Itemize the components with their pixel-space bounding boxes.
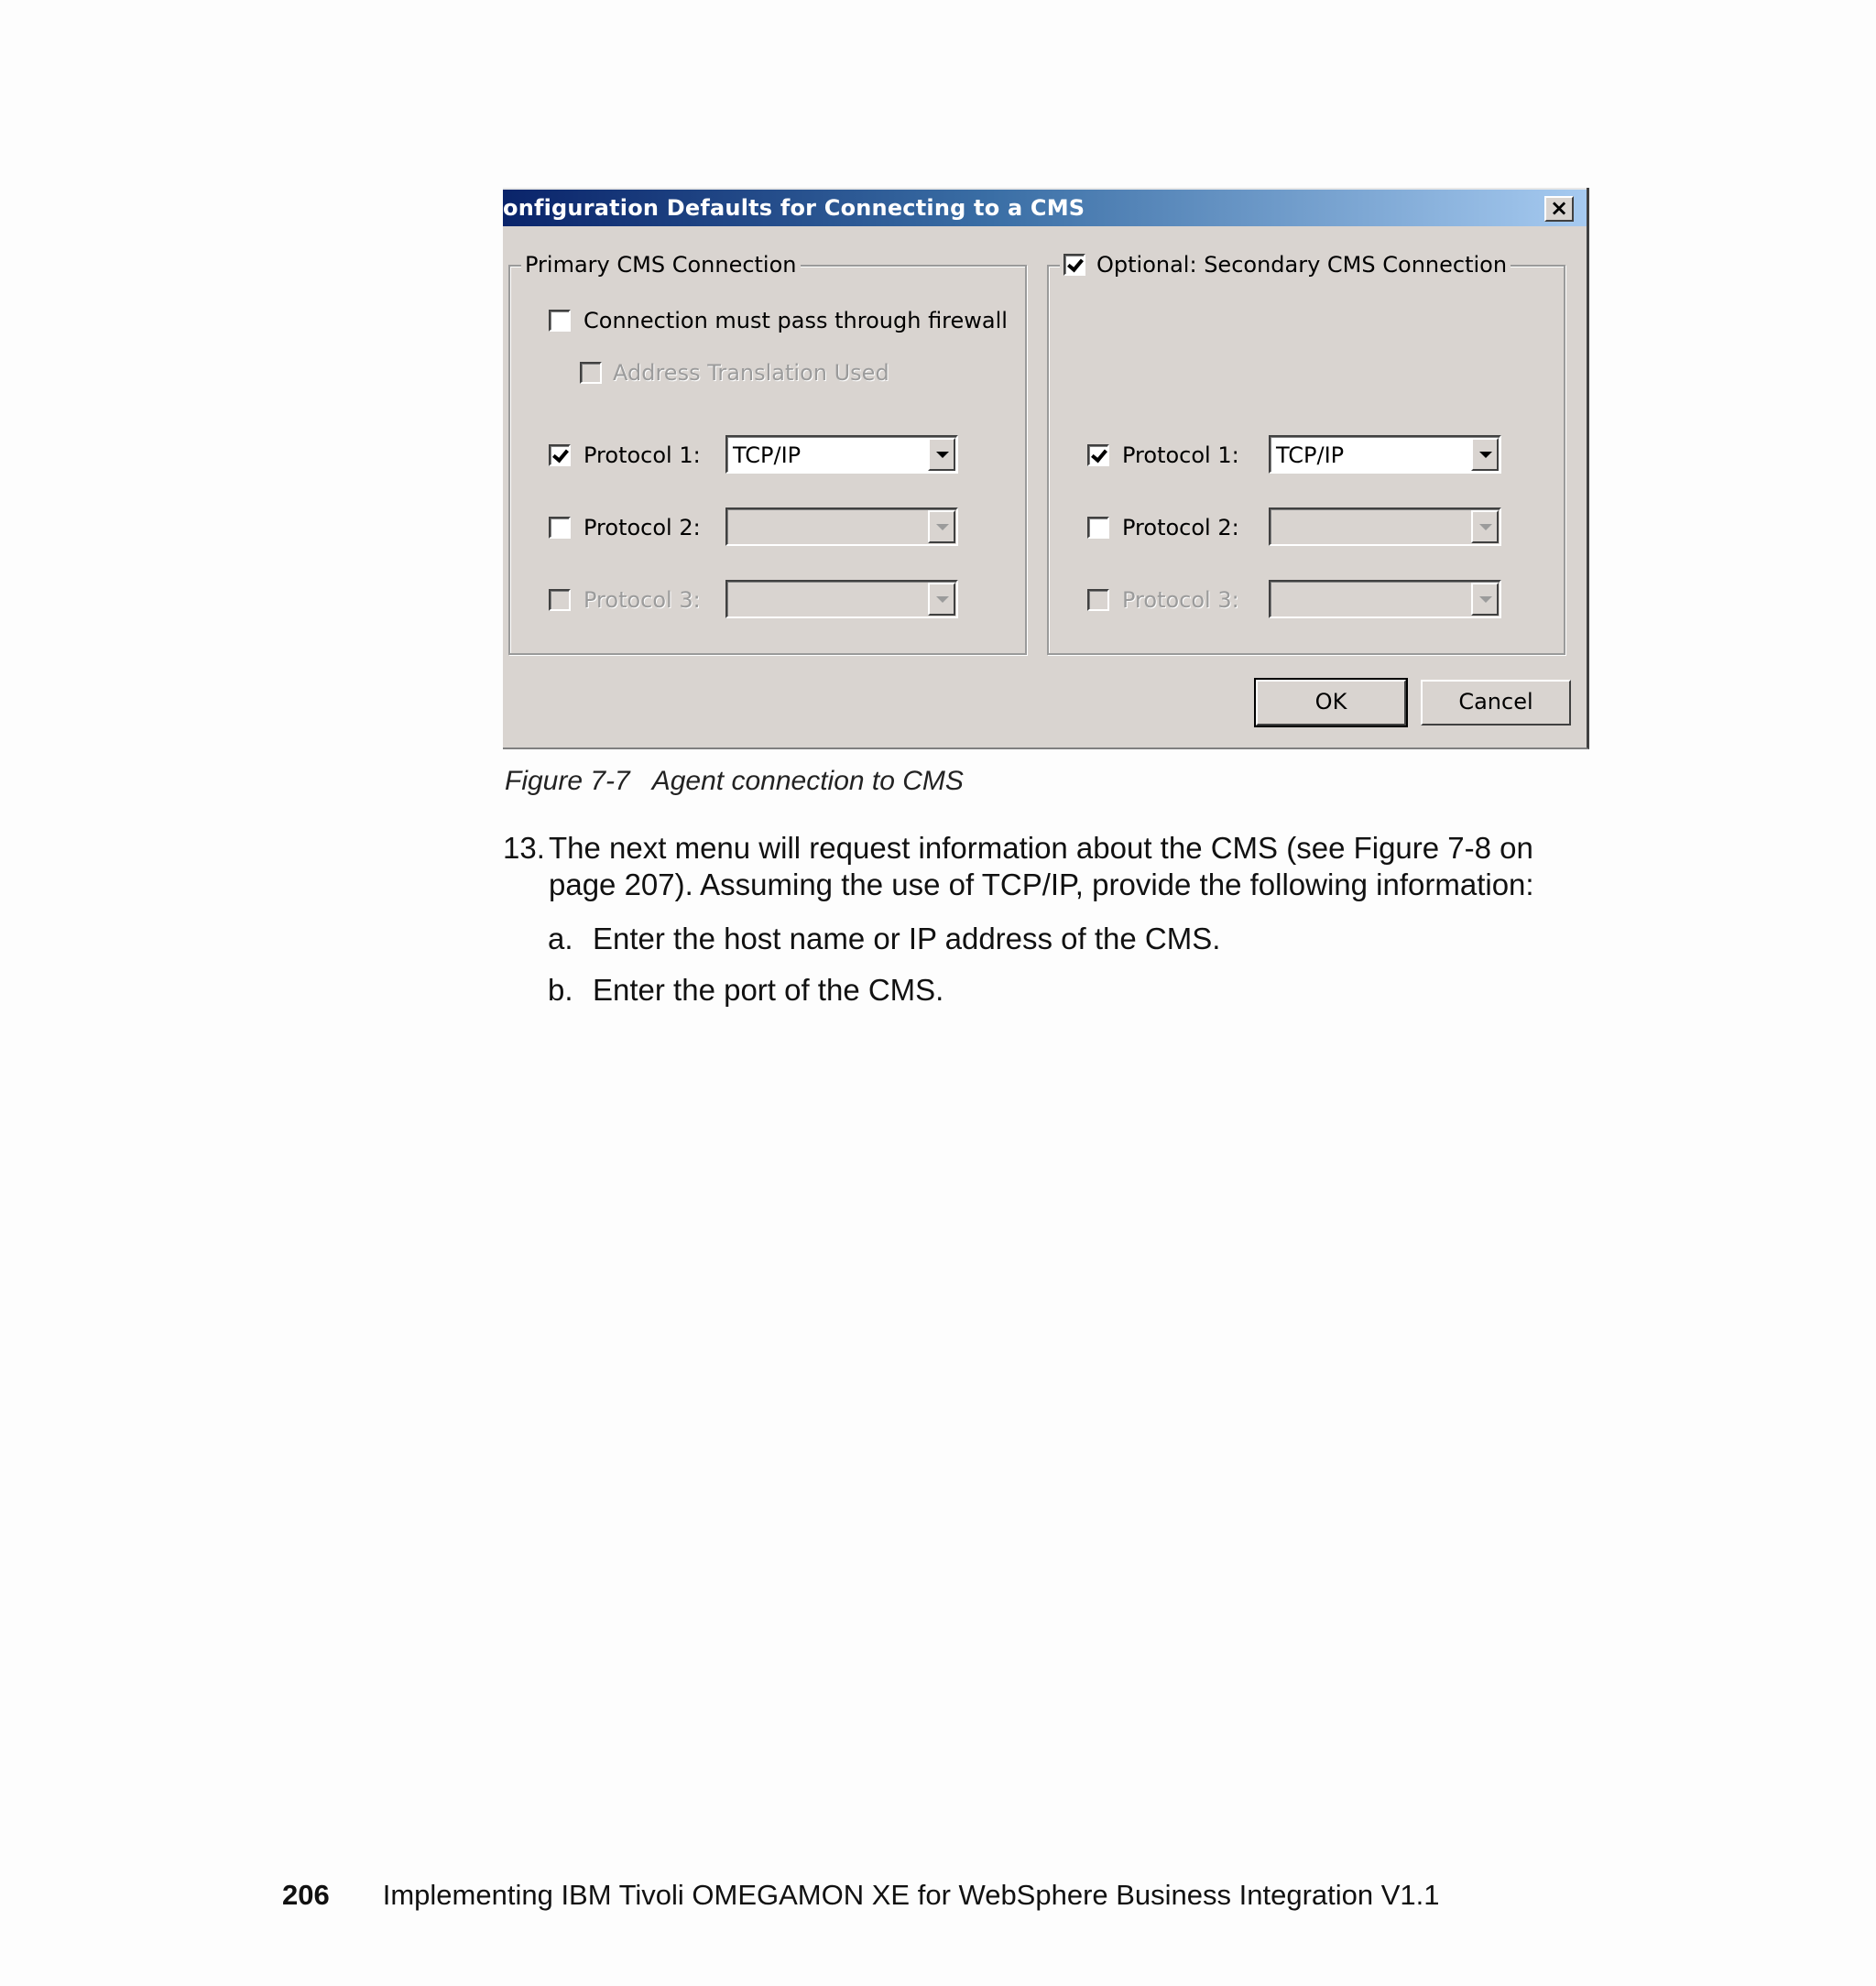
step-paragraph xyxy=(503,830,1602,903)
primary-protocol2-select xyxy=(725,507,958,546)
substep-b xyxy=(548,973,943,1008)
secondary-protocol1-option[interactable] xyxy=(1087,442,1239,468)
address-translation-checkbox xyxy=(580,362,602,384)
substep-letter: b. xyxy=(548,973,573,1007)
primary-protocol3-label: Protocol 3: xyxy=(584,587,701,613)
secondary-protocol1-checkbox[interactable] xyxy=(1087,444,1109,466)
chevron-down-icon xyxy=(1471,510,1499,543)
chevron-down-icon xyxy=(928,510,955,543)
primary-protocol3-checkbox xyxy=(549,589,571,611)
primary-cms-group xyxy=(508,252,1027,655)
primary-protocol2-label: Protocol 2: xyxy=(584,515,701,540)
figure-title: Agent connection to CMS xyxy=(651,766,964,796)
substep-a xyxy=(548,922,1220,956)
firewall-label: Connection must pass through firewall xyxy=(584,308,1008,333)
step-text: The next menu will request information about the CMS (see Figure 7-8 on page 207). Assuming the use of TCP/IP, provide the following information: xyxy=(549,831,1534,901)
primary-protocol3-select xyxy=(725,580,958,618)
figure-number: Figure 7-7 xyxy=(505,766,630,796)
substep-text: Enter the port of the CMS. xyxy=(593,973,944,1007)
chevron-down-icon[interactable] xyxy=(1471,438,1499,471)
primary-protocol2-checkbox[interactable] xyxy=(549,517,571,539)
figure-caption xyxy=(505,766,964,797)
secondary-protocol2-checkbox[interactable] xyxy=(1087,517,1109,539)
firewall-option[interactable] xyxy=(549,308,1008,333)
secondary-protocol3-option xyxy=(1087,587,1239,613)
close-button[interactable] xyxy=(1544,196,1574,222)
chevron-down-icon xyxy=(1471,583,1499,616)
page-footer xyxy=(282,1879,1440,1912)
secondary-protocol2-select xyxy=(1269,507,1501,546)
primary-protocol1-option[interactable] xyxy=(549,442,701,468)
secondary-cms-group xyxy=(1047,252,1565,655)
dialog-titlebar xyxy=(503,188,1587,226)
secondary-cms-legend: Optional: Secondary CMS Connection xyxy=(1096,252,1508,278)
secondary-protocol1-select[interactable] xyxy=(1269,435,1501,474)
step-number: 13. xyxy=(503,831,545,865)
secondary-protocol2-option[interactable] xyxy=(1087,515,1239,540)
secondary-protocol3-checkbox xyxy=(1087,589,1109,611)
primary-protocol3-option xyxy=(549,587,701,613)
secondary-protocol1-label: Protocol 1: xyxy=(1122,442,1239,468)
primary-cms-legend: Primary CMS Connection xyxy=(521,251,801,278)
secondary-protocol3-label: Protocol 3: xyxy=(1122,587,1239,613)
primary-protocol1-checkbox[interactable] xyxy=(549,444,571,466)
secondary-protocol3-select xyxy=(1269,580,1501,618)
chevron-down-icon xyxy=(928,583,955,616)
address-translation-option xyxy=(580,360,889,386)
chevron-down-icon[interactable] xyxy=(928,438,955,471)
primary-protocol1-select[interactable] xyxy=(725,435,958,474)
dialog-title: onfiguration Defaults for Connecting to a CMS xyxy=(503,195,1085,221)
secondary-protocol1-value: TCP/IP xyxy=(1276,442,1345,468)
primary-protocol1-value: TCP/IP xyxy=(733,442,802,468)
substep-letter: a. xyxy=(548,922,573,955)
substep-text: Enter the host name or IP address of the CMS. xyxy=(593,922,1221,955)
secondary-cms-checkbox[interactable] xyxy=(1063,254,1085,276)
ok-button[interactable]: OK xyxy=(1256,680,1406,726)
cancel-button[interactable]: Cancel xyxy=(1421,680,1571,726)
page-number: 206 xyxy=(282,1879,330,1911)
secondary-protocol2-label: Protocol 2: xyxy=(1122,515,1239,540)
close-icon: × xyxy=(1549,195,1569,221)
primary-protocol1-label: Protocol 1: xyxy=(584,442,701,468)
address-translation-label: Address Translation Used xyxy=(613,360,889,386)
book-title: Implementing IBM Tivoli OMEGAMON XE for WebSphere Business Integration V1.1 xyxy=(382,1879,1440,1911)
firewall-checkbox[interactable] xyxy=(549,310,571,332)
secondary-cms-legend-wrap[interactable] xyxy=(1060,251,1511,278)
primary-protocol2-option[interactable] xyxy=(549,515,701,540)
cms-config-dialog xyxy=(503,188,1589,749)
